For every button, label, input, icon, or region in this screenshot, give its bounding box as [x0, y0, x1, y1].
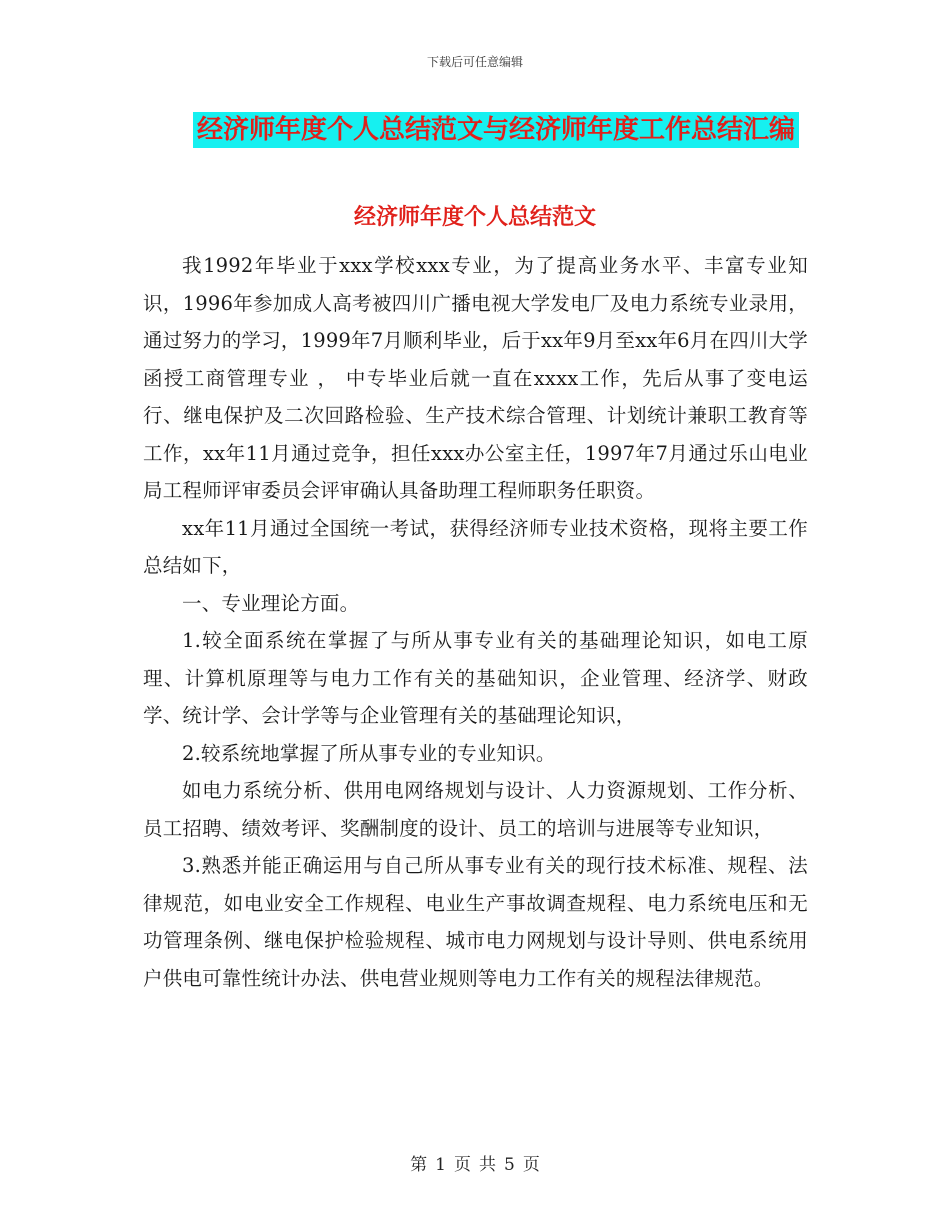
footer-page-prefix: 第 [410, 1155, 428, 1175]
paragraph: xx年11月通过全国统一考试，获得经济师专业技术资格，现将主要工作总结如下， [143, 516, 808, 577]
header-note: 下载后可任意编辑 [426, 55, 523, 69]
footer-total-pages: 5 [504, 1155, 515, 1175]
footer-total-suffix: 页 [522, 1155, 540, 1175]
footer-total-prefix: 共 [479, 1155, 496, 1175]
footer-page-number: 1 [435, 1155, 446, 1175]
paragraph: 3.熟悉并能正确运用与自己所从事专业有关的现行技术标准、规程、法律规范，如电业安全工作规程、电业生产事故调查规程、电力系统电压和无功管理条例、继电保护检验规程、城市电力网规划与设计导则、供电系统用户供电可靠性统计办法、供电营业规则等电力工作有关的规程法律规范。 [143, 854, 808, 990]
paragraph: 1.较全面系统在掌握了与所从事专业有关的基础理论知识，如电工原理、计算机原理等与电力工作有关的基础知识，企业管理、经济学、财政学、统计学、会计学等与企业管理有关的基础理论知识， [143, 629, 808, 727]
document-body [143, 247, 808, 997]
paragraph: 我1992年毕业于xxx学校xxx专业，为了提高业务水平、丰富专业知识，1996年参加成人高考被四川广播电视大学发电厂及电力系统专业录用，通过努力的学习，1999年7月顺利毕业，后于xx年9月至xx年6月在四川大学函授工商管理专业 ， 中专毕业后就一直在xxxx工作，先后从事了变电运行、继电保护及二次回路检验、生产技术综合管理、计划统计兼职工教育等工作，xx年11月通过竞争，担任xxx办公室主任，1997年7月通过乐山电业局工程师评审委员会评审确认具备助理工程师职务任职资。 [143, 254, 808, 502]
page-footer [0, 1150, 950, 1175]
paragraph: 一、专业理论方面。 [182, 591, 360, 615]
section-title: 经济师年度个人总结范文 [353, 204, 596, 230]
footer-page-mid: 页 [454, 1155, 471, 1175]
paragraph: 如电力系统分析、供用电网络规划与设计、人力资源规划、工作分析、员工招聘、绩效考评、奖酬制度的设计、员工的培训与进展等专业知识， [143, 779, 808, 840]
document-title: 经济师年度个人总结范文与经济师年度工作总结汇编 [193, 112, 799, 148]
paragraph: 2.较系统地掌握了所从事专业的专业知识。 [182, 741, 556, 765]
